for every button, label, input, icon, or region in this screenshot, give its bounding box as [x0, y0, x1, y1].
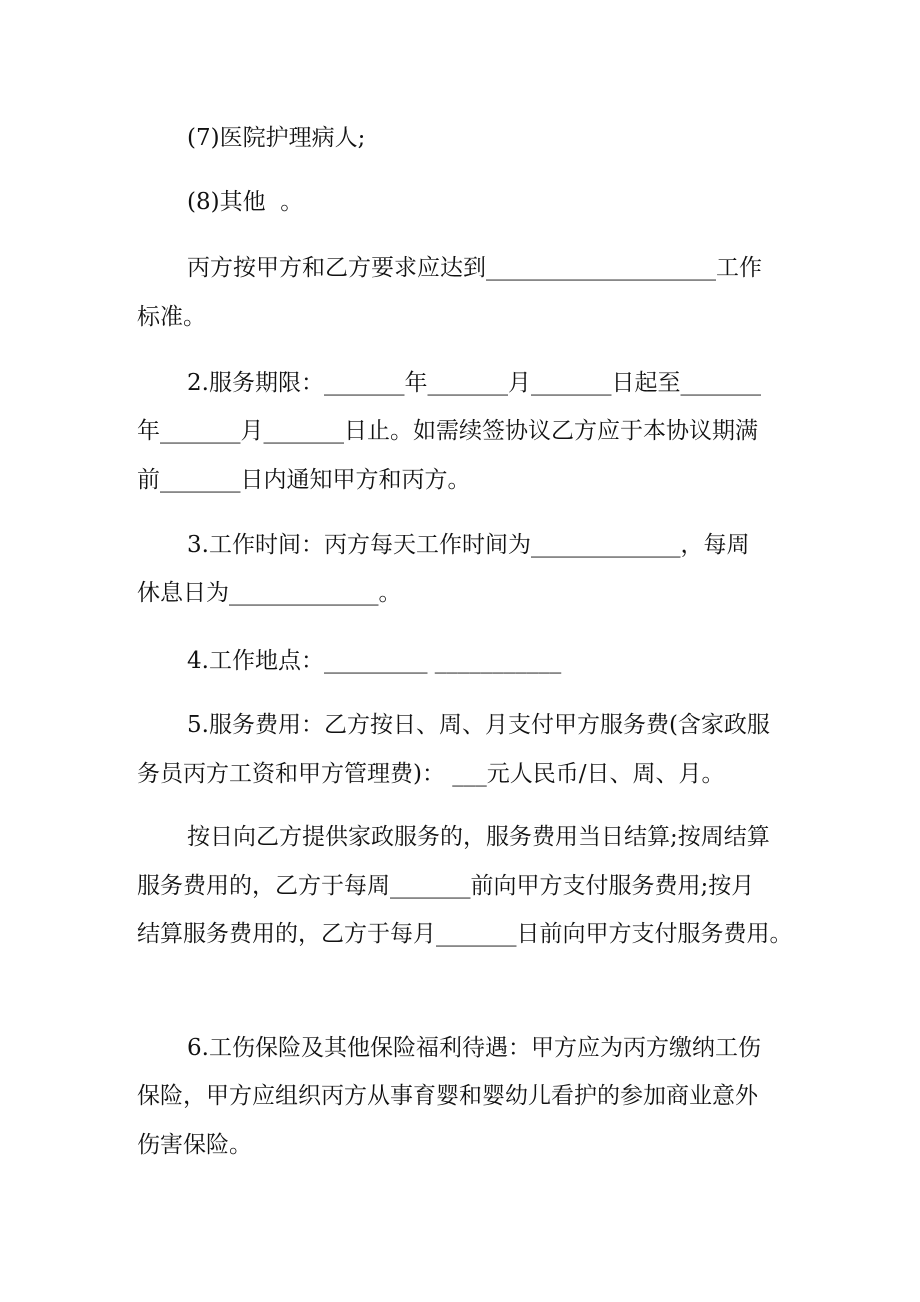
work-standard-line-1: 丙方按甲方和乙方要求应达到____________________工作	[187, 255, 762, 281]
insurance-line-3: 伤害保险。	[137, 1132, 252, 1158]
settlement-line-2: 服务费用的，乙方于每周_______前向甲方支付服务费用;按月	[137, 873, 755, 899]
insurance-line-2: 保险，甲方应组织丙方从事育婴和婴幼儿看护的参加商业意外	[137, 1083, 758, 1109]
service-term-line-2: 年_______月_______日止。如需续签协议乙方应于本协议期满	[137, 418, 758, 444]
work-time-line-2: 休息日为_____________。	[137, 580, 402, 606]
settlement-line-3: 结算服务费用的，乙方于每月_______日前向甲方支付服务费用。	[137, 921, 793, 947]
service-fee-line-1: 5.服务费用：乙方按日、周、月支付甲方服务费(含家政服	[187, 712, 770, 738]
settlement-line-1: 按日向乙方提供家政服务的，服务费用当日结算;按周结算	[187, 824, 770, 850]
service-term-line-1: 2.服务期限：_______年_______月_______日起至_______	[187, 370, 761, 396]
item-8-other: (8)其他 。	[187, 189, 304, 215]
insurance-line-1: 6.工伤保险及其他保险福利待遇：甲方应为丙方缴纳工伤	[187, 1035, 761, 1061]
service-term-line-3: 前_______日内通知甲方和丙方。	[137, 467, 471, 493]
work-location-line: 4.工作地点：_________ ___________	[187, 648, 562, 674]
work-time-line-1: 3.工作时间：丙方每天工作时间为_____________，每周	[187, 532, 750, 558]
work-standard-line-2: 标准。	[137, 304, 206, 330]
service-fee-line-2: 务员丙方工资和甲方管理费)： ___元人民币/日、周、月。	[137, 761, 725, 787]
item-7-hospital-care: (7)医院护理病人;	[187, 125, 366, 151]
